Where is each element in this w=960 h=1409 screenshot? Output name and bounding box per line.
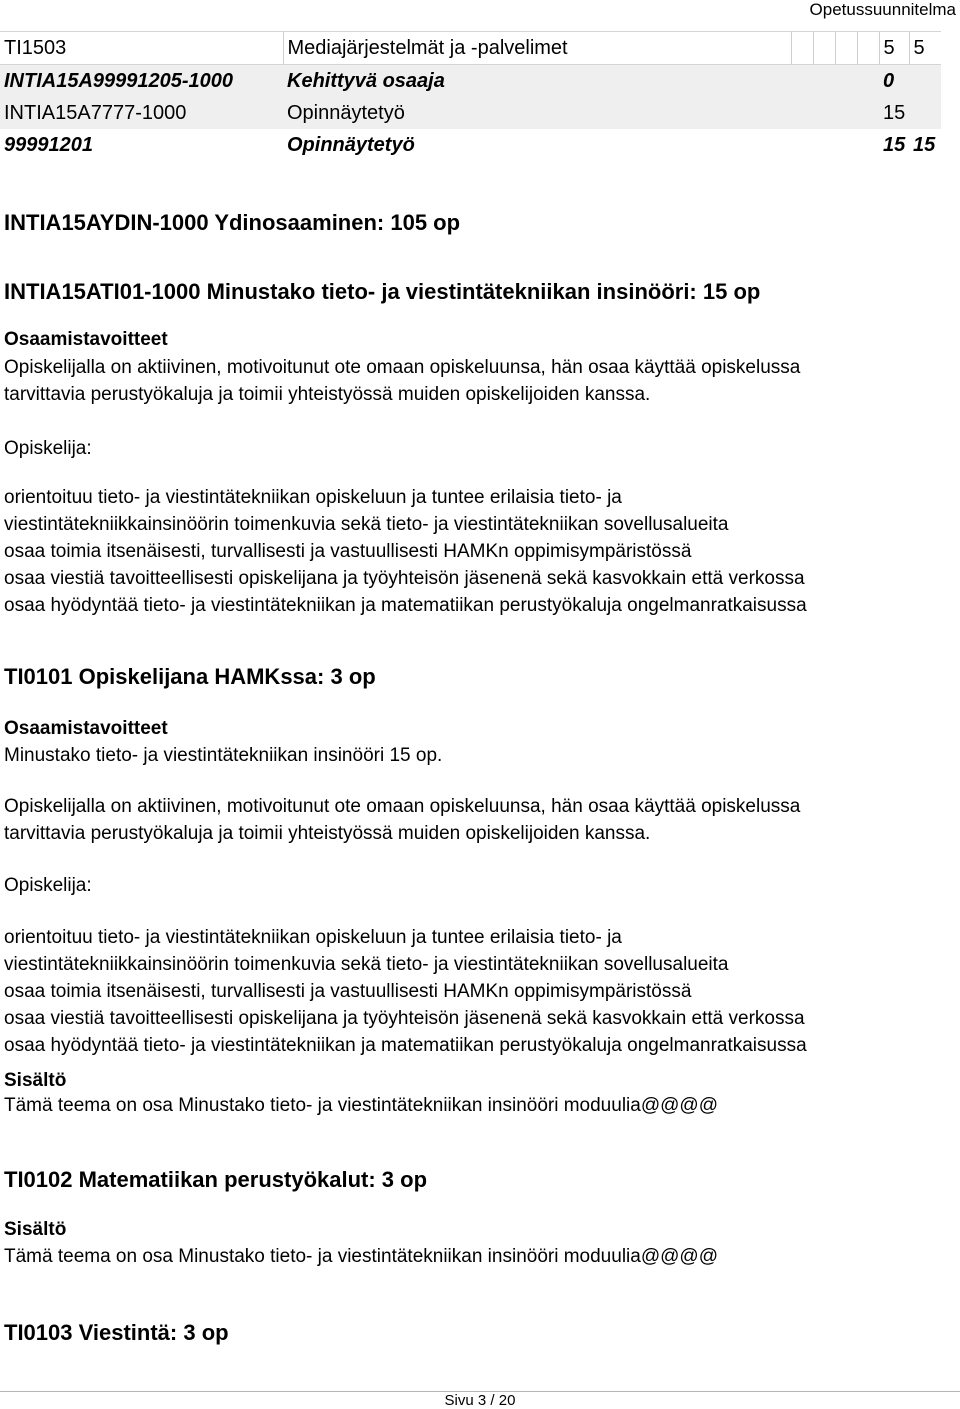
list-item: orientoituu tieto- ja viestintätekniikan opiskeluun ja tuntee erilaisia tieto- ja xyxy=(4,487,622,508)
course-code: 99991201 xyxy=(4,133,93,156)
course-name: Opinnäytetyö xyxy=(287,133,415,156)
course-heading-ti0103: TI0103 Viestintä: 3 op xyxy=(4,1320,229,1345)
course-credits-total xyxy=(909,65,941,98)
student-label: Opiskelija: xyxy=(4,438,92,459)
course-credits: 0 xyxy=(879,65,909,98)
goals-label: Osaamistavoitteet xyxy=(4,718,168,739)
course-name: Mediajärjestelmät ja -palvelimet xyxy=(283,32,791,65)
student-outcomes xyxy=(4,924,807,1059)
section-heading-ydinosaaminen: INTIA15AYDIN-1000 Ydinosaaminen: 105 op xyxy=(4,210,461,235)
goals-paragraph xyxy=(4,354,800,408)
content-label: Sisältö xyxy=(4,1070,67,1091)
page-number: Sivu 3 / 20 xyxy=(444,1392,516,1409)
list-item: orientoituu tieto- ja viestintätekniikan opiskeluun ja tuntee erilaisia tieto- ja xyxy=(4,927,622,948)
content-label: Sisältö xyxy=(4,1219,67,1240)
list-item: viestintätekniikkainsinöörin toimenkuvia sekä tieto- ja viestintätekniikan sovellusalueita xyxy=(4,514,729,535)
goals-intro: Minustako tieto- ja viestintätekniikan insinööri 15 op. xyxy=(4,745,443,766)
empty-cell xyxy=(835,32,857,65)
course-credits: 5 xyxy=(879,32,909,65)
content-text: Tämä teema on osa Minustako tieto- ja viestintätekniikan insinööri moduulia@@@@ xyxy=(4,1095,718,1116)
table-row xyxy=(0,32,941,65)
text-line: tarvittavia perustyökaluja ja toimii yhteistyössä muiden opiskelijoiden kanssa. xyxy=(4,823,651,844)
list-item: osaa toimia itsenäisesti, turvallisesti ja vastuullisesti HAMKn oppimisympäristössä xyxy=(4,981,692,1002)
goals-paragraph xyxy=(4,793,800,847)
table-row xyxy=(0,97,941,129)
list-item: osaa toimia itsenäisesti, turvallisesti ja vastuullisesti HAMKn oppimisympäristössä xyxy=(4,541,692,562)
empty-cell xyxy=(857,32,879,65)
course-code: TI1503 xyxy=(0,32,283,65)
content-text: Tämä teema on osa Minustako tieto- ja viestintätekniikan insinööri moduulia@@@@ xyxy=(4,1246,718,1267)
table-row xyxy=(0,129,941,161)
goals-label: Osaamistavoitteet xyxy=(4,329,168,350)
module-heading: INTIA15ATI01-1000 Minustako tieto- ja viestintätekniikan insinööri: 15 op xyxy=(4,279,761,304)
course-credits: 15 xyxy=(879,97,909,129)
course-credits: 15 xyxy=(883,133,906,156)
course-name: Opinnäytetyö xyxy=(283,97,791,129)
document-header-title: Opetussuunnitelma xyxy=(809,0,956,19)
course-credits-total: 5 xyxy=(909,32,941,65)
text-line: tarvittavia perustyökaluja ja toimii yhteistyössä muiden opiskelijoiden kanssa. xyxy=(4,384,651,405)
empty-cell xyxy=(813,32,835,65)
text-line: Opiskelijalla on aktiivinen, motivoitunut ote omaan opiskeluunsa, hän osaa käyttää opiskelussa xyxy=(4,796,801,817)
student-label: Opiskelija: xyxy=(4,875,92,896)
list-item: viestintätekniikkainsinöörin toimenkuvia sekä tieto- ja viestintätekniikan sovellusalueita xyxy=(4,954,729,975)
student-outcomes xyxy=(4,484,807,619)
list-item: osaa viestiä tavoitteellisesti opiskelijana ja työyhteisön jäsenenä sekä kasvokkain että verkossa xyxy=(4,1008,805,1029)
empty-cell xyxy=(791,32,813,65)
table-row xyxy=(0,65,941,98)
list-item: osaa hyödyntää tieto- ja viestintätekniikan ja matematiikan perustyökaluja ongelmanratkaisussa xyxy=(4,595,807,616)
course-code: INTIA15A7777-1000 xyxy=(0,97,283,129)
list-item: osaa viestiä tavoitteellisesti opiskelijana ja työyhteisön jäsenenä sekä kasvokkain että verkossa xyxy=(4,568,805,589)
text-line: Opiskelijalla on aktiivinen, motivoitunut ote omaan opiskeluunsa, hän osaa käyttää opiskelussa xyxy=(4,357,801,378)
course-code: INTIA15A99991205-1000 xyxy=(0,65,283,98)
course-credits-total xyxy=(909,97,941,129)
course-heading-ti0102: TI0102 Matematiikan perustyökalut: 3 op xyxy=(4,1167,428,1192)
course-credits-total: 15 xyxy=(913,133,936,156)
course-heading-ti0101: TI0101 Opiskelijana HAMKssa: 3 op xyxy=(4,664,376,689)
list-item: osaa hyödyntää tieto- ja viestintätekniikan ja matematiikan perustyökaluja ongelmanratkaisussa xyxy=(4,1035,807,1056)
course-name: Kehittyvä osaaja xyxy=(283,65,791,98)
course-table xyxy=(0,31,941,161)
